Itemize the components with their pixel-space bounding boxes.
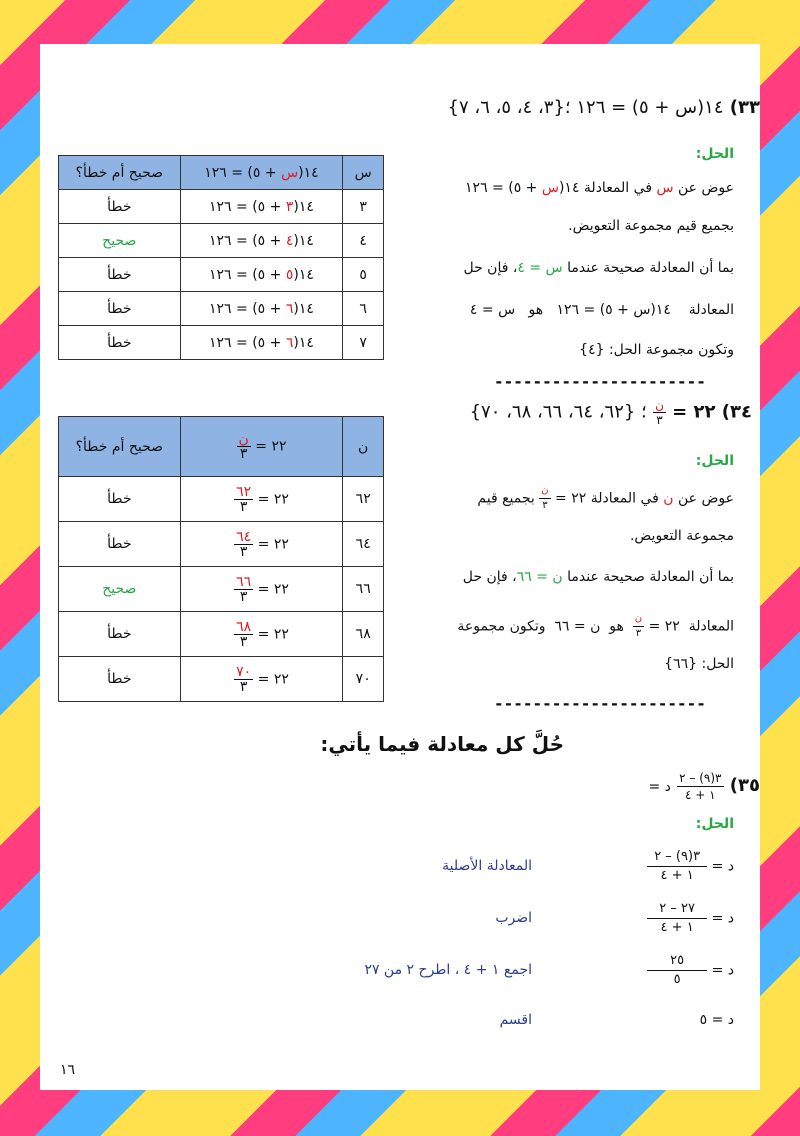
q35-step: د = $\frac{٢٧ - ٢}{١ + ٤}$ xyxy=(647,900,734,937)
row-equation: ١٤(٦ + ٥) = ١٢٦ xyxy=(180,292,343,326)
row-result: خطأ xyxy=(59,190,181,224)
table1-header-result: صحيح أم خطأ؟ xyxy=(59,156,181,190)
row-equation: ٢٢ = $\frac{٦٨}{٣}$ xyxy=(180,612,343,657)
table-row xyxy=(59,567,384,612)
row-value: ٥ xyxy=(343,258,384,292)
row-result: صحيح xyxy=(59,567,181,612)
q34-heading xyxy=(470,398,752,427)
q34-line4: المعادلة ٢٢ = $\frac{\text{ن}}{٣}$ هو ن = ٦٦ وتكون مجموعة xyxy=(457,613,734,639)
row-equation: ١٤(٣ + ٥) = ١٢٦ xyxy=(180,190,343,224)
q33-heading xyxy=(448,96,760,120)
q35-step: د = ٥ xyxy=(699,1012,734,1028)
row-result: صحيح xyxy=(59,224,181,258)
q33-line5: وتكون مجموعة الحل: {٤} xyxy=(579,342,734,358)
q34-number: ٣٤) xyxy=(721,401,752,423)
table1-header-var: س xyxy=(343,156,384,190)
table-row xyxy=(59,522,384,567)
table-row xyxy=(59,477,384,522)
q34-set: ؛ {٦٢، ٦٤، ٦٦، ٦٨، ٧٠} xyxy=(469,401,647,423)
row-value: ٧٠ xyxy=(343,657,384,702)
q35-step-note: المعادلة الأصلية xyxy=(442,858,532,874)
q33-line4: المعادلة ١٤(س + ٥) = ١٢٦ هو س = ٤ xyxy=(469,302,734,318)
q34-solution-label: الحل: xyxy=(695,453,734,469)
q35-step-note: اقسم xyxy=(499,1012,532,1028)
page-number: ١٦ xyxy=(60,1062,76,1078)
q33-equation: ١٤(س + ٥) = ١٢٦ ؛{٣، ٤، ٥، ٦، ٧} xyxy=(447,97,724,118)
row-value: ٦ xyxy=(343,292,384,326)
separator-dashes: ---------------------- xyxy=(494,372,706,391)
row-result: خطأ xyxy=(59,326,181,360)
row-equation: ٢٢ = $\frac{٦٢}{٣}$ xyxy=(180,477,343,522)
row-value: ٦٦ xyxy=(343,567,384,612)
row-value: ٤ xyxy=(343,224,384,258)
row-value: ٦٤ xyxy=(343,522,384,567)
table-row xyxy=(59,258,384,292)
table-row xyxy=(59,190,384,224)
q35-step-note: اجمع ١ + ٤ ، اطرح ٢ من ٢٧ xyxy=(364,962,532,978)
q33-table xyxy=(58,155,384,360)
row-result: خطأ xyxy=(59,292,181,326)
q33-number: ٣٣) xyxy=(729,97,760,118)
row-result: خطأ xyxy=(59,522,181,567)
table-row xyxy=(59,657,384,702)
q33-line2: بجميع قيم مجموعة التعويض. xyxy=(568,218,734,234)
q34-line2: مجموعة التعويض. xyxy=(629,528,734,544)
q34-line1: عوض عن ن في المعادلة ٢٢ = $\frac{\text{ن}}{٣}$ بجميع قيم xyxy=(477,485,734,511)
q33-line3: بما أن المعادلة صحيحة عندما س = ٤، فإن حل xyxy=(463,260,734,276)
q35-number: ٣٥) xyxy=(729,775,760,796)
q35-heading xyxy=(648,768,760,805)
table-row xyxy=(59,612,384,657)
row-equation: ١٤(٤ + ٥) = ١٢٦ xyxy=(180,224,343,258)
q34-line3: بما أن المعادلة صحيحة عندما ن = ٦٦، فإن حل xyxy=(462,569,734,585)
q35-lhs: د = xyxy=(648,779,671,795)
separator-dashes-2: ---------------------- xyxy=(494,694,706,713)
row-value: ٧ xyxy=(343,326,384,360)
row-equation: ٢٢ = $\frac{٧٠}{٣}$ xyxy=(180,657,343,702)
table-row xyxy=(59,292,384,326)
table-row xyxy=(59,224,384,258)
q35-step: د = $\frac{٣(٩) - ٢}{١ + ٤}$ xyxy=(647,848,734,885)
q35-solution-label: الحل: xyxy=(695,816,734,832)
table2-header-var: ن xyxy=(343,417,384,477)
q35-fraction: $\frac{٣(٩) - ٢}{١ + ٤}$ xyxy=(679,770,722,802)
row-result: خطأ xyxy=(59,657,181,702)
q35-step: د = $\frac{٢٥}{٥}$ xyxy=(647,952,734,989)
q33-line1: عوض عن س في المعادلة ١٤(س + ٥) = ١٢٦ xyxy=(465,180,734,196)
row-equation: ٢٢ = $\frac{٦٤}{٣}$ xyxy=(180,522,343,567)
row-equation: ١٤(٦ + ٥) = ١٢٦ xyxy=(180,326,343,360)
table-row xyxy=(59,326,384,360)
q34-lhs: ٢٢ = xyxy=(672,401,716,423)
row-value: ٦٢ xyxy=(343,477,384,522)
q35-step-note: اضرب xyxy=(495,910,532,926)
row-result: خطأ xyxy=(59,258,181,292)
q34-fraction: $\frac{\text{ن}}{٣}$ xyxy=(655,398,664,427)
row-value: ٦٨ xyxy=(343,612,384,657)
row-equation: ٢٢ = $\frac{٦٦}{٣}$ xyxy=(180,567,343,612)
section-title: حُلَّ كل معادلة فيما يأتي: xyxy=(320,732,564,756)
q33-solution-label: الحل: xyxy=(695,146,734,162)
table1-header-eq: ١٤(س + ٥) = ١٢٦ xyxy=(180,156,343,190)
row-equation: ١٤(٥ + ٥) = ١٢٦ xyxy=(180,258,343,292)
row-result: خطأ xyxy=(59,612,181,657)
table2-header-eq: ٢٢ = $\frac{\text{ن}}{٣}$ xyxy=(180,417,343,477)
table2-header-result: صحيح أم خطأ؟ xyxy=(59,417,181,477)
q34-line5: الحل: {٦٦} xyxy=(664,656,734,672)
q34-table xyxy=(58,416,384,702)
row-value: ٣ xyxy=(343,190,384,224)
row-result: خطأ xyxy=(59,477,181,522)
